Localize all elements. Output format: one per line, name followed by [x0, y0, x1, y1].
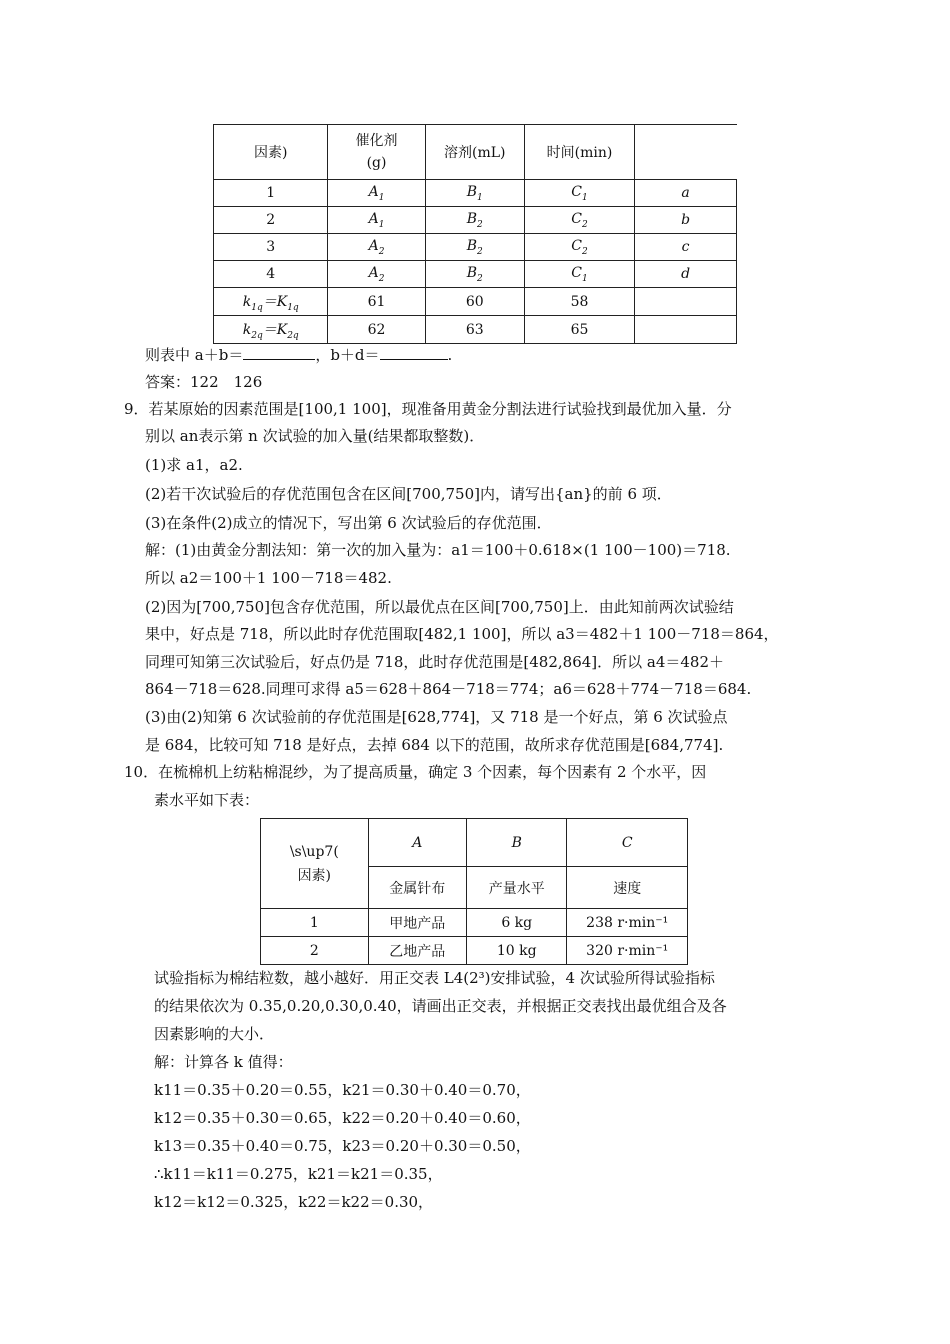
q9-sol2: 所以 a2＝100＋1 100－718＝482. [145, 569, 392, 587]
header-solvent: 溶剂(mL) [425, 125, 524, 180]
header-catalyst-unit: (g) [366, 155, 387, 171]
cell-a: $A_1$ [328, 180, 425, 207]
corner-text-1: \s\up7( [289, 843, 339, 860]
col-name-b: 产量水平 [467, 867, 567, 909]
q9-line1: 9．若某原始的因素范围是[100,1 100]，现准备用黄金分割法进行试验找到最优加入量．分 [124, 400, 732, 418]
corner-text-2: 因素) [297, 867, 332, 884]
q10-sol1: k11＝0.35＋0.20＝0.55，k21＝0.30＋0.40＝0.70， [154, 1081, 531, 1099]
factor-level-table [260, 818, 688, 965]
header-time: 时间(min) [524, 125, 634, 180]
q8-prompt: 则表中 a＋b＝ ，b＋d＝ . [145, 346, 453, 364]
row-index: 2 [214, 207, 328, 234]
row-index: 1 [214, 180, 328, 207]
q9-part1: (1)求 a1，a2. [145, 456, 243, 474]
q10-sol4: ∴k11＝k11＝0.275，k21＝k21＝0.35， [154, 1165, 443, 1183]
q8-answer: 答案：122 126 [145, 373, 263, 391]
level-a: 乙地产品 [368, 937, 466, 965]
q9-sol3: (2)因为[700,750]包含存优范围，所以最优点在区间[700,750]上．由此知前两次试验结 [145, 598, 734, 616]
k2-value-c: 65 [524, 316, 634, 344]
row-index: 3 [214, 234, 328, 261]
q10-text1: 试验指标为棉结粒数，越小越好．用正交表 L4(2³)安排试验，4 次试验所得试验指标 [154, 969, 715, 987]
level-c: 238 r·min⁻¹ [567, 909, 688, 937]
level-b: 10 kg [467, 937, 567, 965]
k2-label: $k_{2q}=K_{2q}$ [214, 316, 328, 344]
table-row [214, 180, 737, 207]
cell-b: $B_1$ [425, 180, 524, 207]
q9-line2: 别以 an表示第 n 次试验的加入量(结果都取整数)． [145, 427, 485, 445]
blank-b-plus-d [380, 345, 448, 360]
q10-text3: 因素影响的大小． [154, 1025, 275, 1043]
q10-text2: 的结果依次为 0.35,0.20,0.30,0.40，请画出正交表，并根据正交表找出最优组合及各 [154, 997, 727, 1015]
table-row [261, 937, 688, 965]
col-name-c: 速度 [567, 867, 688, 909]
cell-b: $B_2$ [425, 261, 524, 288]
cell-a: $A_2$ [328, 234, 425, 261]
q9-sol6: 864－718＝628.同理可求得 a5＝628＋864－718＝774；a6＝628＋774－718＝684. [145, 680, 752, 698]
k1-value-c: 58 [524, 288, 634, 316]
k1-empty [635, 288, 737, 316]
k2-empty [635, 316, 737, 344]
header-factor: 因素) [214, 125, 328, 180]
blank-a-plus-b [243, 345, 315, 360]
col-name-a: 金属针布 [368, 867, 466, 909]
q10-line2: 素水平如下表： [154, 791, 260, 809]
cell-b: $B_2$ [425, 234, 524, 261]
level-index: 1 [261, 909, 369, 937]
cell-b: $B_2$ [425, 207, 524, 234]
header-catalyst-name: 催化剂 [355, 133, 398, 149]
cell-a: $A_1$ [328, 207, 425, 234]
q10-sol0: 解：计算各 k 值得： [154, 1053, 293, 1071]
q10-sol5: k12＝k12＝0.325，k22＝k22＝0.30， [154, 1193, 434, 1211]
cell-result: a [635, 180, 737, 207]
q9-part2: (2)若干次试验后的存优范围包含在区间[700,750]内，请写出{an}的前 6 项． [145, 485, 672, 503]
cell-result: c [635, 234, 737, 261]
col-letter-b: B [467, 819, 567, 867]
level-a: 甲地产品 [368, 909, 466, 937]
table-header-row [261, 819, 688, 867]
cell-c: $C_2$ [524, 234, 634, 261]
cell-c: $C_1$ [524, 261, 634, 288]
header-catalyst [328, 125, 425, 180]
experiment-table [213, 124, 737, 344]
q9-sol1: 解：(1)由黄金分割法知：第一次的加入量为：a1＝100＋0.618×(1 100－100)＝718. [145, 541, 731, 559]
k1-label: $k_{1q}=K_{1q}$ [214, 288, 328, 316]
table-header-row [214, 125, 737, 180]
level-index: 2 [261, 937, 369, 965]
k1-row [214, 288, 737, 316]
k2-value-a: 62 [328, 316, 425, 344]
k2-row [214, 316, 737, 344]
col-letter-a: A [368, 819, 466, 867]
cell-result: d [635, 261, 737, 288]
table-row [214, 234, 737, 261]
level-b: 6 kg [467, 909, 567, 937]
q10-sol2: k12＝0.35＋0.30＝0.65，k22＝0.20＋0.40＝0.60， [154, 1109, 531, 1127]
table-row [214, 261, 737, 288]
cell-c: $C_2$ [524, 207, 634, 234]
cell-a: $A_2$ [328, 261, 425, 288]
col-letter-c: C [567, 819, 688, 867]
q9-part3: (3)在条件(2)成立的情况下，写出第 6 次试验后的存优范围． [145, 514, 552, 532]
q9-sol4: 果中，好点是 718，所以此时存优范围取[482,1 100]，所以 a3＝482＋1 100－718＝864， [145, 625, 779, 643]
cell-c: $C_1$ [524, 180, 634, 207]
k1-value-b: 60 [425, 288, 524, 316]
k2-value-b: 63 [425, 316, 524, 344]
q10-line1: 10．在梳棉机上纺粘棉混纱，为了提高质量，确定 3 个因素，每个因素有 2 个水平，因 [124, 763, 707, 781]
table-row [214, 207, 737, 234]
k1-value-a: 61 [328, 288, 425, 316]
q9-sol8: 是 684，比较可知 718 是好点，去掉 684 以下的范围，故所求存优范围是[684,774]. [145, 736, 724, 754]
corner-cell [261, 819, 369, 909]
q10-sol3: k13＝0.35＋0.40＝0.75，k23＝0.20＋0.30＝0.50， [154, 1137, 531, 1155]
q9-sol5: 同理可知第三次试验后，好点仍是 718，此时存优范围是[482,864]．所以 a4＝482＋ [145, 653, 725, 671]
cell-result: b [635, 207, 737, 234]
header-result [635, 125, 737, 180]
table-row [261, 909, 688, 937]
q9-sol7: (3)由(2)知第 6 次试验前的存优范围是[628,774]，又 718 是一个好点，第 6 次试验点 [145, 708, 728, 726]
row-index: 4 [214, 261, 328, 288]
level-c: 320 r·min⁻¹ [567, 937, 688, 965]
